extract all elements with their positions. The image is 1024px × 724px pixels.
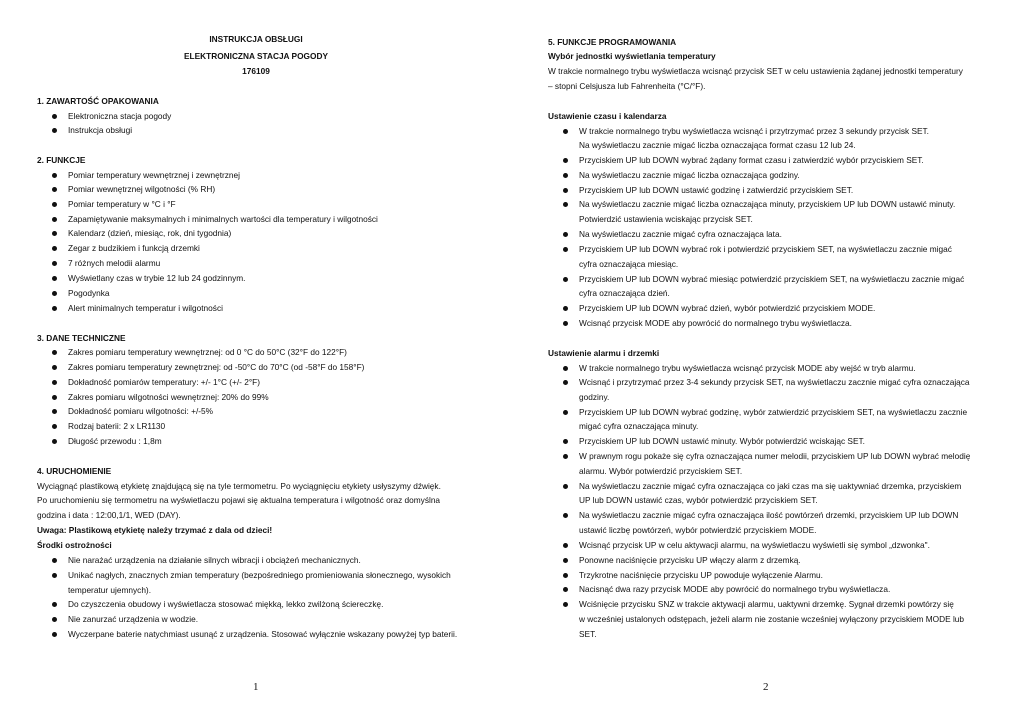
heading-programming: 5. FUNKCJE PROGRAMOWANIA	[548, 37, 677, 47]
list-item: Na wyświetlaczu zacznie migać liczba oznaczająca minuty, przyciskiem UP lub DOWN ustawić minuty.	[579, 199, 956, 209]
list-item: Wcisnąć i przytrzymać przez 3-4 sekundy przycisk SET, na wyświetlaczu zacznie migać cyfra oznaczająca	[579, 377, 970, 387]
list-item: Pogodynka	[68, 288, 110, 298]
doc-title: INSTRUKCJA OBSŁUGI	[209, 34, 303, 44]
list-item-continuation: UP lub DOWN ustawić czas, wybór potwierdzić przyciskiem SET.	[579, 495, 818, 505]
heading-startup: 4. URUCHOMIENIE	[37, 466, 112, 476]
list-item: Przyciskiem UP lub DOWN wybrać rok i potwierdzić przyciskiem SET, na wyświetlaczu zacznie migać	[579, 244, 952, 254]
list-item: Na wyświetlaczu zacznie migać cyfra oznaczająca co jaki czas ma się uaktywniać drzemka, przyciskiem	[579, 481, 962, 491]
heading-alarm: Ustawienie alarmu i drzemki	[548, 348, 660, 358]
list-item: W prawnym rogu pokaże się cyfra oznaczająca numer melodii, przyciskiem UP lub DOWN wybrać melodię	[579, 451, 971, 461]
list-item: Na wyświetlaczu zacznie migać liczba oznaczająca godziny.	[579, 170, 800, 180]
list-item: Nacisnąć dwa razy przycisk MODE aby powrócić do normalnego trybu wyświetlacza.	[579, 584, 891, 594]
list-item: Ponowne naciśnięcie przycisku UP włączy alarm z drzemką.	[579, 555, 801, 565]
list-item: Elektroniczna stacja pogody	[68, 111, 172, 121]
list-item: Wcisnąć przycisk UP w celu aktywacji alarmu, na wyświetlaczu wyświetli się symbol „dzwonka".	[579, 540, 930, 550]
list-item: Dokładność pomiarów temperatury: +/- 1°C (+/- 2°F)	[68, 377, 260, 387]
list-item: Zegar z budzikiem i funkcją drzemki	[68, 243, 200, 253]
page-right	[512, 0, 1024, 724]
list-item: Na wyświetlaczu zacznie migać cyfra oznaczająca lata.	[579, 229, 782, 239]
list-item: Trzykrotne naciśnięcie przycisku UP powoduje wyłączenie Alarmu.	[579, 570, 823, 580]
list-item: Zapamiętywanie maksymalnych i minimalnych wartości dla temperatury i wilgotności	[68, 214, 378, 224]
list-item-continuation: migać cyfra oznaczająca minuty.	[579, 421, 699, 431]
heading-precautions: Środki ostrożności	[37, 540, 112, 550]
list-item-continuation: cyfra oznaczająca miesiąc.	[579, 259, 679, 269]
list-item: Przyciskiem UP lub DOWN wybrać godzinę, wybór zatwierdzić przyciskiem SET, na wyświetlaczu zacznie	[579, 407, 968, 417]
list-item: Zakres pomiaru wilgotności wewnętrznej: 20% do 99%	[68, 392, 269, 402]
list-item: Na wyświetlaczu zacznie migać cyfra oznaczająca ilość powtórzeń drzemki, przyciskiem UP lub DOWN	[579, 510, 959, 520]
list-item: Kalendarz (dzień, miesiąc, rok, dni tygodnia)	[68, 228, 232, 238]
list-item-continuation: alarmu. Wybór potwierdzić przyciskiem SET.	[579, 466, 743, 476]
page-number: 1	[253, 681, 259, 693]
list-item-continuation: Na wyświetlaczu zacznie migać liczba oznaczająca format czasu 12 lub 24.	[579, 140, 856, 150]
paragraph-line: W trakcie normalnego trybu wyświetlacza wcisnąć przycisk SET w celu ustawienia żądanej jednostki temperatury	[548, 66, 963, 76]
list-item-continuation: SET.	[579, 629, 597, 639]
list-item: Przyciskiem UP lub DOWN wybrać żądany format czasu i zatwierdzić wybór przyciskiem SET.	[579, 155, 924, 165]
list-item: Do czyszczenia obudowy i wyświetlacza stosować miękką, lekko zwilżoną ściereczkę.	[68, 599, 384, 609]
heading-specs: 3. DANE TECHNICZNE	[37, 333, 126, 343]
list-item: Alert minimalnych temperatur i wilgotności	[68, 303, 223, 313]
heading-contents: 1. ZAWARTOŚĆ OPAKOWANIA	[37, 96, 159, 106]
list-item: Zakres pomiaru temperatury zewnętrznej: od -50°C do 70°C (od -58°F do 158°F)	[68, 362, 365, 372]
list-item: Przyciskiem UP lub DOWN ustawić minuty. Wybór potwierdzić wciskając SET.	[579, 436, 865, 446]
list-item: Pomiar temperatury w °C i °F	[68, 199, 176, 209]
list-item: Przyciskiem UP lub DOWN wybrać miesiąc potwierdzić przyciskiem SET, na wyświetlaczu zacznie migać	[579, 274, 965, 284]
list-item: Dokładność pomiaru wilgotności: +/-5%	[68, 406, 214, 416]
page-number: 2	[763, 681, 769, 693]
list-item: Unikać nagłych, znacznych zmian temperatury (bezpośredniego promieniowania słonecznego, wysokich	[68, 570, 451, 580]
list-item-continuation: godziny.	[579, 392, 610, 402]
heading-functions: 2. FUNKCJE	[37, 155, 86, 165]
list-item: 7 różnych melodii alarmu	[68, 258, 161, 268]
list-item: Zakres pomiaru temperatury wewnętrznej: od 0 °C do 50°C (32°F do 122°F)	[68, 347, 347, 357]
list-item: Wcisnąć przycisk MODE aby powrócić do normalnego trybu wyświetlacza.	[579, 318, 852, 328]
list-item-continuation: ustawić liczbę powtórzeń, wybór potwierdzić przyciskiem MODE.	[579, 525, 817, 535]
list-item: Wciśnięcie przycisku SNZ w trakcie aktywacji alarmu, uaktywni drzemkę. Sygnał drzemki powtórzy się	[579, 599, 954, 609]
list-item: Pomiar wewnętrznej wilgotności (% RH)	[68, 184, 216, 194]
list-item: W trakcie normalnego trybu wyświetlacza wcisnąć przycisk MODE aby wejść w tryb alarmu.	[579, 363, 916, 373]
list-item: Instrukcja obsługi	[68, 125, 133, 135]
list-item: Długość przewodu : 1,8m	[68, 436, 162, 446]
doc-subtitle: ELEKTRONICZNA STACJA POGODY	[184, 51, 328, 61]
list-item: Nie narażać urządzenia na działanie silnych wibracji i obciążeń mechanicznych.	[68, 555, 361, 565]
warning-text: Uwaga: Plastikową etykietę należy trzymać z dala od dzieci!	[37, 525, 273, 535]
list-item: W trakcie normalnego trybu wyświetlacza wcisnąć i przytrzymać przez 3 sekundy przycisk SET.	[579, 126, 929, 136]
list-item-continuation: cyfra oznaczająca dzień.	[579, 288, 670, 298]
list-item: Przyciskiem UP lub DOWN ustawić godzinę i zatwierdzić przyciskiem SET.	[579, 185, 854, 195]
list-item: Nie zanurzać urządzenia w wodzie.	[68, 614, 199, 624]
paragraph-line: godzina i data : 12:00,1/1, WED (DAY).	[37, 510, 181, 520]
doc-code: 176109	[242, 66, 270, 76]
list-item-continuation: w wcześniej ustalonych odstępach, jeżeli alarm nie zostanie wcześniej wyłączony przyciskiem MODE lub	[579, 614, 965, 624]
list-item-continuation: temperatur ujemnych).	[68, 585, 152, 595]
paragraph-line: Wyciągnąć plastikową etykietę znajdującą się na tyle termometru. Po wyciągnięciu etykiety usłyszymy dźwięk.	[37, 481, 441, 491]
paragraph-line: Po uruchomieniu się termometru na wyświetlaczu pojawi się aktualna temperatura i wilgotność oraz domyślna	[37, 495, 441, 505]
list-item: Przyciskiem UP lub DOWN wybrać dzień, wybór potwierdzić przyciskiem MODE.	[579, 303, 876, 313]
list-item-continuation: Potwierdzić ustawienia wciskając przycisk SET.	[579, 214, 753, 224]
heading-unit: Wybór jednostki wyświetlania temperatury	[548, 51, 716, 61]
heading-time: Ustawienie czasu i kalendarza	[548, 111, 667, 121]
paragraph-line: – stopni Celsjusza lub Fahrenheita (°C/°F).	[548, 81, 706, 91]
list-item: Rodzaj baterii: 2 x LR1130	[68, 421, 166, 431]
list-item: Wyświetlany czas w trybie 12 lub 24 godzinnym.	[68, 273, 246, 283]
list-item: Pomiar temperatury wewnętrznej i zewnętrznej	[68, 170, 240, 180]
list-item: Wyczerpane baterie natychmiast usunąć z urządzenia. Stosować wyłącznie wskazany powyżej typ baterii.	[68, 629, 458, 639]
